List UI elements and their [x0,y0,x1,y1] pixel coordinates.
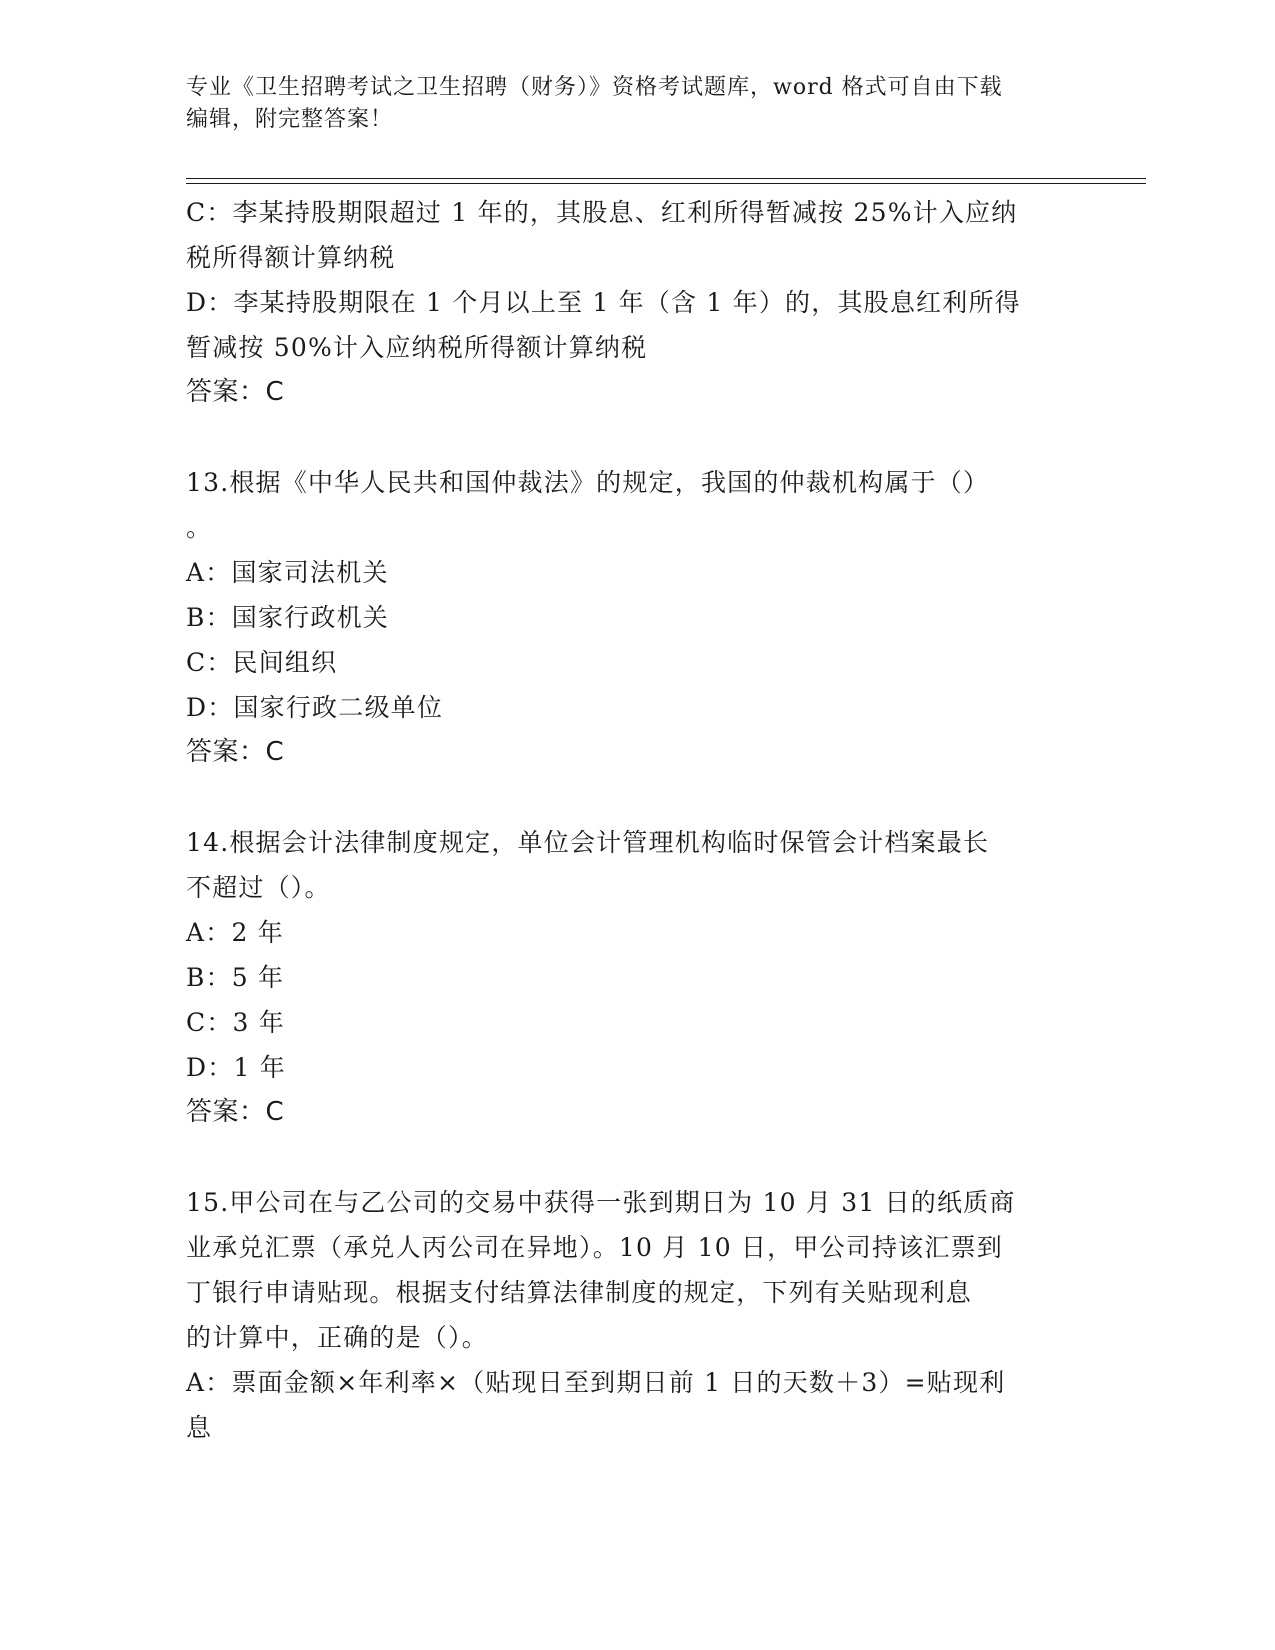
question-15-stem-line-4: 的计算中，正确的是（）。 [186,1323,488,1352]
question-15-stem-line-3: 丁银行申请贴现。根据支付结算法律制度的规定，下列有关贴现利息 [186,1278,973,1307]
answer-14: 答案：C [186,1097,285,1127]
spacer [186,775,1086,820]
question-13-stem-line-1: 13.根据《中华人民共和国仲裁法》的规定，我国的仲裁机构属于（） [186,468,990,497]
question-14-stem-line-1: 14.根据会计法律制度规定，单位会计管理机构临时保管会计档案最长 [186,828,990,857]
header-divider-top [186,178,1146,179]
question-14 [186,820,1086,1135]
question-15-stem-line-1: 15.甲公司在与乙公司的交易中获得一张到期日为 10 月 31 日的纸质商 [186,1188,1016,1217]
option-d: D：国家行政二级单位 [186,693,444,722]
option-a-line-1: A：票面金额×年利率×（贴现日至到期日前 1 日的天数＋3）=贴现利 [186,1368,1006,1397]
answer-13: 答案：C [186,737,285,767]
header-divider-bottom [186,183,1146,184]
question-13-stem-line-2: 。 [186,513,213,542]
document-header [186,72,1066,136]
header-line-1: 专业《卫生招聘考试之卫生招聘（财务）》资格考试题库，word 格式可自由下载 [186,75,1003,100]
header-line-2: 编辑，附完整答案！ [186,107,394,132]
question-15-stem-line-2: 业承兑汇票（承兑人丙公司在异地）。10 月 10 日，甲公司持该汇票到 [186,1233,1003,1262]
option-c: C：3 年 [186,1008,285,1037]
option-a: A：2 年 [186,918,284,947]
option-c: C：民间组织 [186,648,338,677]
option-a-line-2: 息 [186,1413,213,1442]
option-d-line-1: D：李某持股期限在 1 个月以上至 1 年（含 1 年）的，其股息红利所得 [186,288,1021,317]
document-body [186,190,1086,1450]
answer-12: 答案：C [186,377,285,407]
question-14-stem-line-2: 不超过（）。 [186,873,331,902]
option-d: D：1 年 [186,1053,286,1082]
option-d-line-2: 暂减按 50%计入应纳税所得额计算纳税 [186,333,648,362]
option-b: B：国家行政机关 [186,603,389,632]
question-15 [186,1180,1086,1450]
question-13 [186,460,1086,775]
option-c-line-2: 税所得额计算纳税 [186,243,396,272]
question-12 [186,190,1086,415]
option-c-line-1: C：李某持股期限超过 1 年的，其股息、红利所得暂减按 25%计入应纳 [186,198,1018,227]
option-b: B：5 年 [186,963,285,992]
spacer [186,415,1086,460]
option-a: A：国家司法机关 [186,558,389,587]
spacer [186,1135,1086,1180]
